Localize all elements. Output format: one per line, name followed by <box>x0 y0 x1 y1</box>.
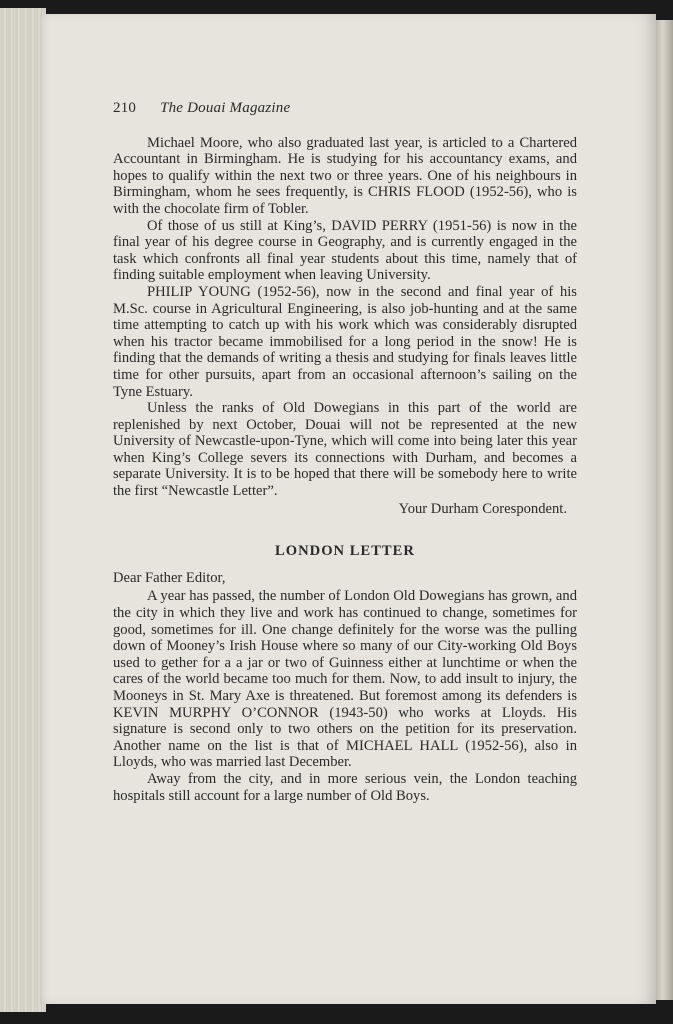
paragraph: A year has passed, the number of London Old Dowegians has grown, and the city in which they live and work has continued to change, sometimes for good, sometimes for ill. One change definitely for the worse was the pulling down of Mooney’s Irish House where so many of our City-working Old Boys used to gether for a a jar or two of Guinness either at lunchtime or when the cares of the world became too much for them. Now, to add insult to injury, the Mooneys in St. Mary Axe is threatened. But foremost among its defenders is KEVIN MURPHY O’CONNOR (1943-50) who works at Lloyds. His signature is second only to two others on the petition for its preservation. Another name on the list is that of MICHAEL HALL (1952-56), also in Lloyds, who was married last December. <box>113 588 577 771</box>
salutation: Dear Father Editor, <box>113 569 226 586</box>
london-letter <box>113 543 577 804</box>
paragraph: Unless the ranks of Old Dowegians in this part of the world are replenished by next October, Douai will not be represented at the new University of Newcastle-upon-Tyne, which will come into being later this year when King’s College severs its connections with Durham, and becomes a separate University. It is to be hoped that there will be somebody here to write the first “Newcastle Letter”. <box>113 400 577 500</box>
paragraph: PHILIP YOUNG (1952-56), now in the second and final year of his M.Sc. course in Agricultural Engineering, is also job-hunting and at the same time attempting to catch up with his work which was considerably disrupted when his tractor became immobilised for a long period in the snow! He is finding that the demands of writing a thesis and studying for finals leaves little time for other pursuits, apart from an occasional afternoon’s sailing on the Tyne Estuary. <box>113 283 577 400</box>
page-number: 210 <box>113 100 137 116</box>
signature: Your Durham Corespondent. <box>398 500 567 517</box>
running-head <box>113 100 577 117</box>
durham-letter <box>113 135 577 518</box>
section-heading: LONDON LETTER <box>275 543 415 560</box>
paragraph: Of those of us still at King’s, DAVID PERRY (1951-56) is now in the final year of his degree course in Geography, and is currently engaged in the task which confronts all final year students about this time, namely that of finding suitable employment when leaving University. <box>113 217 577 284</box>
paragraph: Michael Moore, who also graduated last year, is articled to a Chartered Accountant in Birmingham. He is studying for his accountancy exams, and hopes to qualify within the next two or three years. One of his neighbours in Birmingham, whom he sees frequently, is CHRIS FLOOD (1952-56), who is with the chocolate firm of Tobler. <box>113 134 577 217</box>
magazine-title: The Douai Magazine <box>160 100 291 116</box>
paragraph: Away from the city, and in more serious vein, the London teaching hospitals still account for a large number of Old Boys. <box>113 770 577 804</box>
page-content <box>113 100 577 804</box>
book-right-edge <box>656 20 673 1000</box>
